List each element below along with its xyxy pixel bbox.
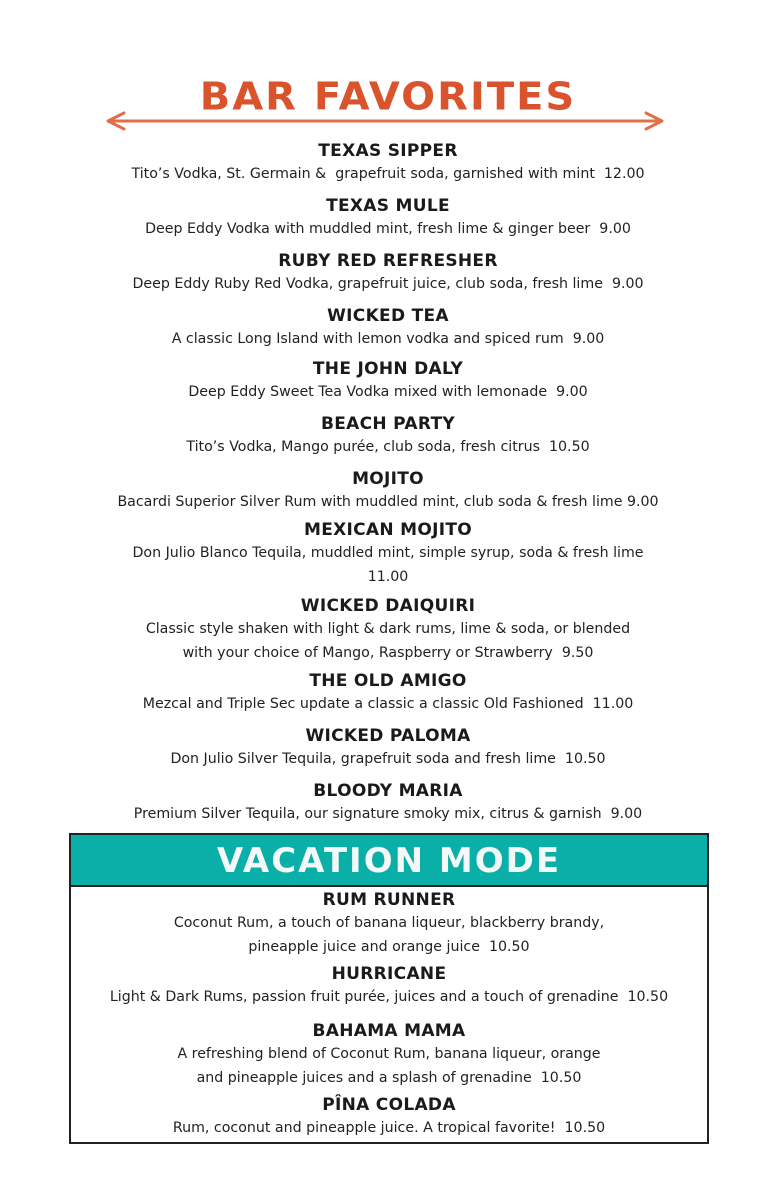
item-name: TEXAS MULE (326, 196, 450, 216)
item-description: Bacardi Superior Silver Rum with muddled mint, club soda & fresh lime 9.00 (117, 494, 659, 510)
item-name: RUM RUNNER (322, 890, 456, 910)
item-description: Classic style shaken with light & dark rums, lime & soda, or blended (145, 621, 631, 637)
item-description: Don Julio Blanco Tequila, muddled mint, simple syrup, soda & fresh lime (132, 545, 644, 561)
item-description-cont: pineapple juice and orange juice 10.50 (248, 939, 530, 955)
menu-item (71, 889, 707, 959)
item-name: MEXICAN MOJITO (303, 520, 472, 540)
item-name: HURRICANE (331, 964, 447, 984)
item-description: Coconut Rum, a touch of banana liqueur, blackberry brandy, (173, 915, 605, 931)
menu-item (0, 595, 776, 665)
menu-item (71, 963, 707, 1009)
item-name: TEXAS SIPPER (318, 141, 458, 161)
item-description-cont: 11.00 (367, 569, 409, 585)
item-description-cont: with your choice of Mango, Raspberry or Strawberry 9.50 (182, 645, 594, 661)
item-description: Deep Eddy Sweet Tea Vodka mixed with lemonade 9.00 (188, 384, 588, 400)
menu-item (0, 780, 776, 826)
item-name: RUBY RED REFRESHER (278, 251, 498, 271)
item-description: A refreshing blend of Coconut Rum, banana liqueur, orange (177, 1046, 601, 1062)
item-description: Deep Eddy Ruby Red Vodka, grapefruit juice, club soda, fresh lime 9.00 (132, 276, 644, 292)
item-name: THE JOHN DALY (312, 359, 464, 379)
double-arrow-divider-icon (104, 111, 666, 131)
item-description: Mezcal and Triple Sec update a classic a classic Old Fashioned 11.00 (142, 696, 634, 712)
item-description: Don Julio Silver Tequila, grapefruit soda and fresh lime 10.50 (170, 751, 606, 767)
menu-item (0, 305, 776, 351)
item-description: Deep Eddy Vodka with muddled mint, fresh lime & ginger beer 9.00 (145, 221, 631, 237)
bar-favorites-title: BAR FAVORITES (199, 75, 577, 119)
item-name: MOJITO (352, 469, 424, 489)
menu-item (71, 1020, 707, 1090)
vacation-mode-header (71, 835, 707, 887)
item-name: WICKED TEA (327, 306, 449, 326)
item-description: Rum, coconut and pineapple juice. A tropical favorite! 10.50 (172, 1120, 606, 1136)
vacation-mode-title: VACATION MODE (216, 841, 562, 881)
menu-item (0, 358, 776, 404)
menu-item (0, 413, 776, 459)
menu-item (0, 670, 776, 716)
item-name: PÎNA COLADA (322, 1095, 456, 1115)
menu-item (71, 1094, 707, 1140)
menu-item (0, 195, 776, 241)
menu-item (0, 725, 776, 771)
item-name: THE OLD AMIGO (309, 671, 467, 691)
item-description-cont: and pineapple juices and a splash of grenadine 10.50 (196, 1070, 582, 1086)
item-description: Premium Silver Tequila, our signature smoky mix, citrus & garnish 9.00 (133, 806, 643, 822)
item-name: BLOODY MARIA (313, 781, 463, 801)
item-description: Light & Dark Rums, passion fruit purée, juices and a touch of grenadine 10.50 (109, 989, 669, 1005)
item-name: WICKED DAIQUIRI (300, 596, 476, 616)
item-description: A classic Long Island with lemon vodka and spiced rum 9.00 (171, 331, 605, 347)
menu-item (0, 519, 776, 589)
item-name: BEACH PARTY (321, 414, 455, 434)
item-name: WICKED PALOMA (305, 726, 471, 746)
item-description: Tito’s Vodka, Mango purée, club soda, fresh citrus 10.50 (186, 439, 590, 455)
item-name: BAHAMA MAMA (312, 1021, 466, 1041)
vacation-mode-section (69, 833, 709, 1144)
item-description: Tito’s Vodka, St. Germain & grapefruit soda, garnished with mint 12.00 (131, 166, 645, 182)
menu-item (0, 468, 776, 514)
menu-item (0, 250, 776, 296)
menu-item (0, 140, 776, 186)
